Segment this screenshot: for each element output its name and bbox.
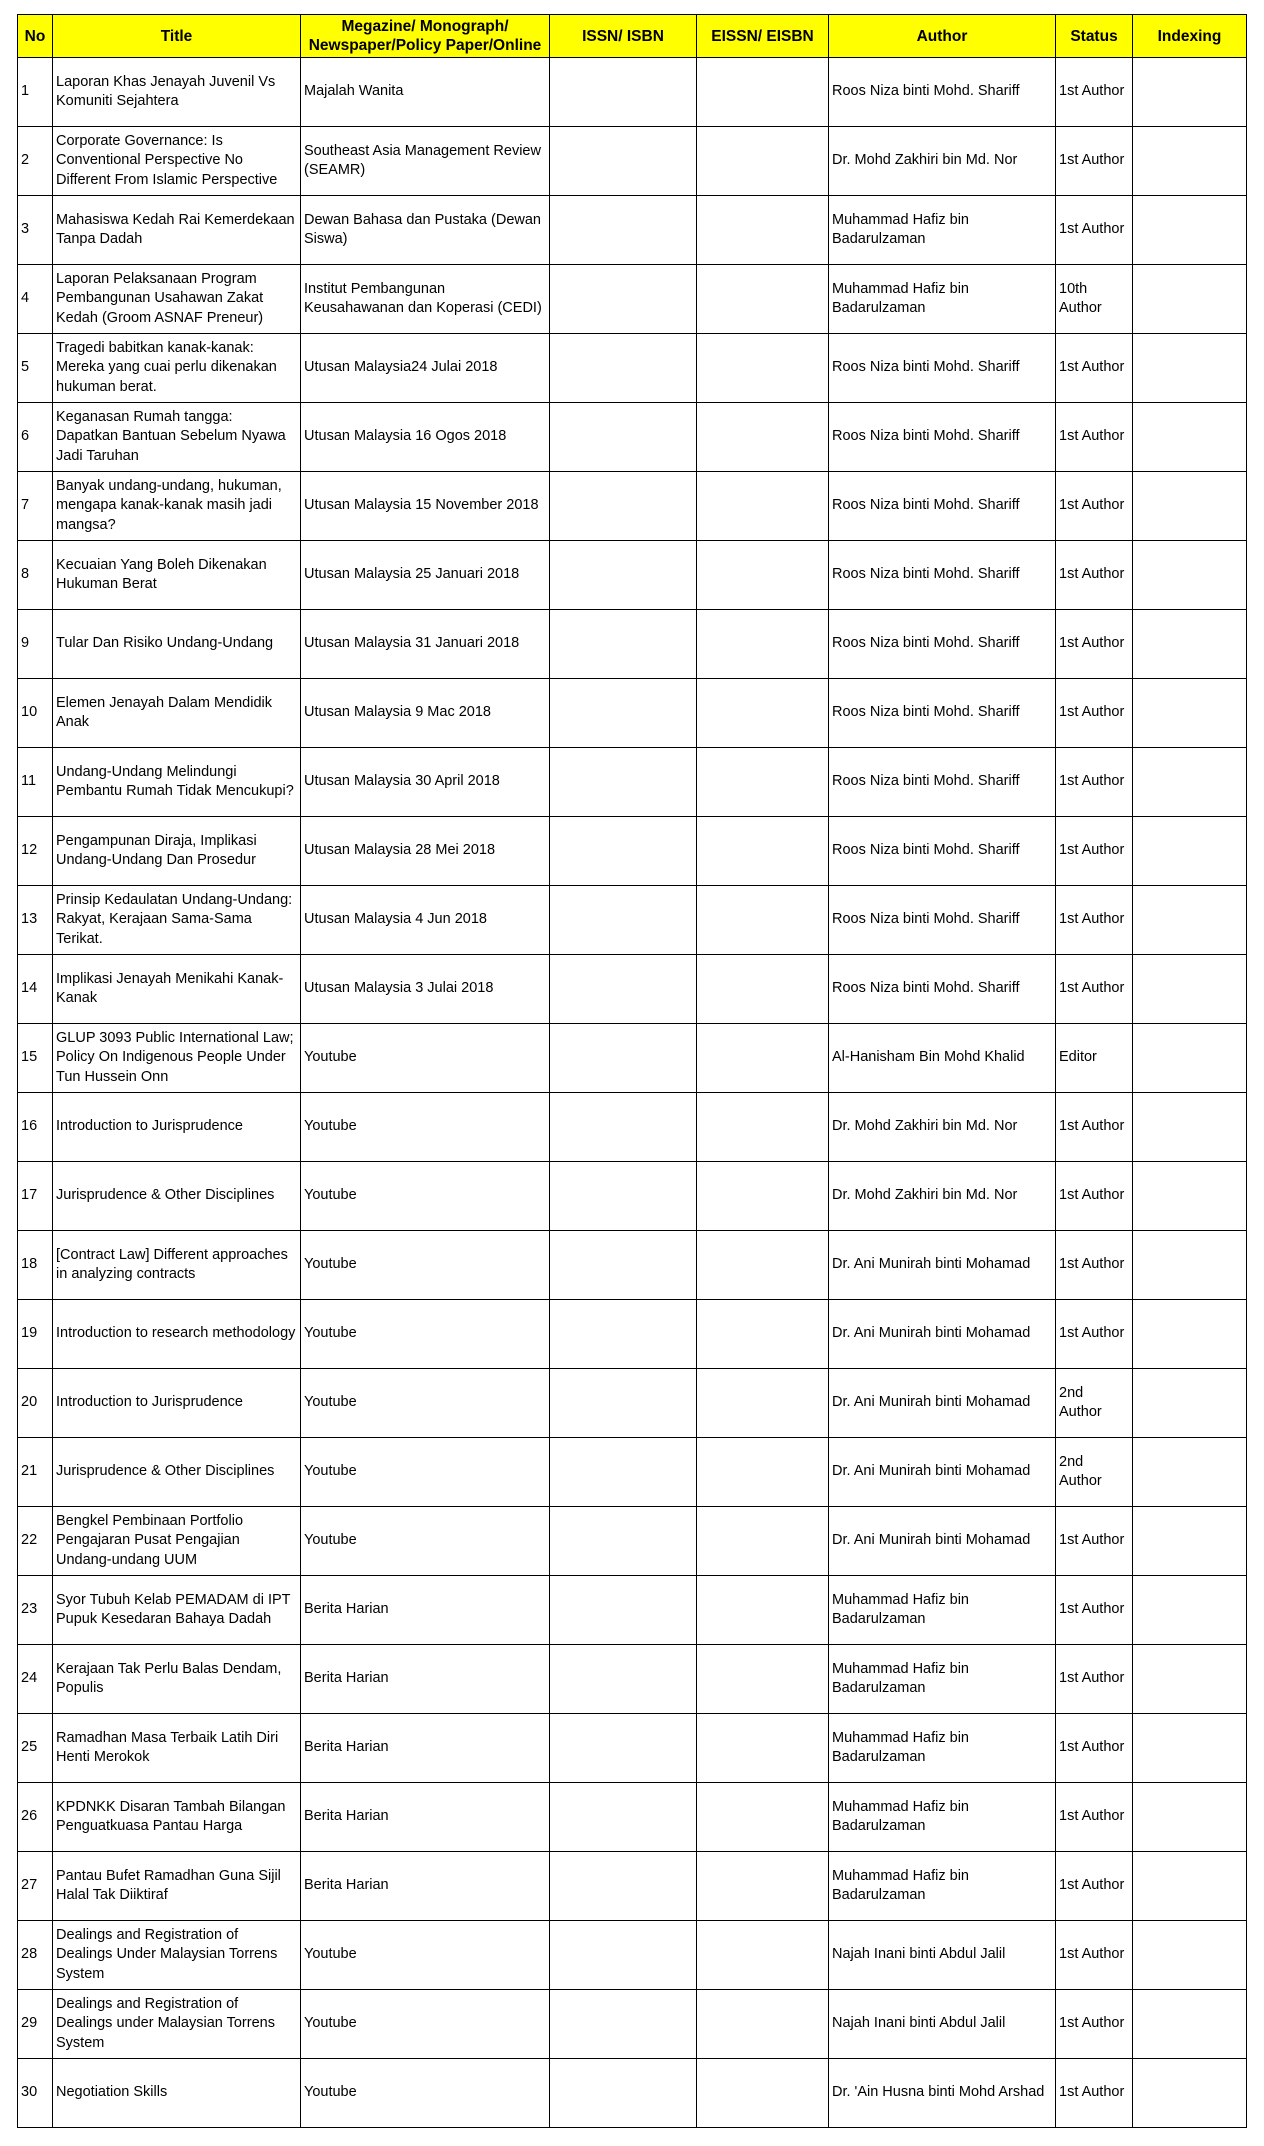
cell-issn	[550, 1024, 697, 1093]
cell-indexing	[1133, 472, 1247, 541]
cell-issn	[550, 1438, 697, 1507]
table-row	[18, 1231, 1247, 1300]
cell-title: GLUP 3093 Public International Law; Policy On Indigenous People Under Tun Hussein Onn	[53, 1024, 301, 1093]
cell-status: 1st Author	[1056, 1783, 1133, 1852]
cell-indexing	[1133, 334, 1247, 403]
cell-title: Banyak undang-undang, hukuman, mengapa kanak-kanak masih jadi mangsa?	[53, 472, 301, 541]
cell-indexing	[1133, 541, 1247, 610]
cell-status: 1st Author	[1056, 1093, 1133, 1162]
table-row	[18, 403, 1247, 472]
cell-eissn	[697, 1231, 829, 1300]
cell-medium: Youtube	[301, 1438, 550, 1507]
cell-indexing	[1133, 1162, 1247, 1231]
table-row	[18, 58, 1247, 127]
cell-medium: Youtube	[301, 2059, 550, 2128]
cell-status: 1st Author	[1056, 58, 1133, 127]
cell-status: 1st Author	[1056, 196, 1133, 265]
cell-title: Prinsip Kedaulatan Undang-Undang: Rakyat, Kerajaan Sama-Sama Terikat.	[53, 886, 301, 955]
cell-indexing	[1133, 265, 1247, 334]
cell-medium: Utusan Malaysia 3 Julai 2018	[301, 955, 550, 1024]
header-row	[18, 15, 1247, 58]
cell-issn	[550, 1576, 697, 1645]
cell-no: 20	[18, 1369, 53, 1438]
table-row	[18, 1369, 1247, 1438]
cell-no: 13	[18, 886, 53, 955]
cell-title: Elemen Jenayah Dalam Mendidik Anak	[53, 679, 301, 748]
table-row	[18, 817, 1247, 886]
cell-status: 1st Author	[1056, 1645, 1133, 1714]
cell-eissn	[697, 1921, 829, 1990]
cell-eissn	[697, 1576, 829, 1645]
cell-medium: Youtube	[301, 1162, 550, 1231]
cell-no: 29	[18, 1990, 53, 2059]
cell-no: 9	[18, 610, 53, 679]
cell-author: Al-Hanisham Bin Mohd Khalid	[829, 1024, 1056, 1093]
cell-issn	[550, 1162, 697, 1231]
cell-no: 17	[18, 1162, 53, 1231]
cell-status: 1st Author	[1056, 610, 1133, 679]
cell-eissn	[697, 472, 829, 541]
cell-status: 2nd Author	[1056, 1369, 1133, 1438]
cell-title: KPDNKK Disaran Tambah Bilangan Penguatkuasa Pantau Harga	[53, 1783, 301, 1852]
cell-indexing	[1133, 748, 1247, 817]
cell-title: Dealings and Registration of Dealings under Malaysian Torrens System	[53, 1990, 301, 2059]
cell-status: 1st Author	[1056, 1162, 1133, 1231]
cell-status: 1st Author	[1056, 472, 1133, 541]
col-header-no: No	[18, 15, 53, 58]
cell-indexing	[1133, 1231, 1247, 1300]
cell-eissn	[697, 1369, 829, 1438]
cell-issn	[550, 1300, 697, 1369]
cell-eissn	[697, 748, 829, 817]
cell-title: Implikasi Jenayah Menikahi Kanak-Kanak	[53, 955, 301, 1024]
col-header-title: Title	[53, 15, 301, 58]
cell-author: Muhammad Hafiz bin Badarulzaman	[829, 1576, 1056, 1645]
cell-indexing	[1133, 955, 1247, 1024]
cell-eissn	[697, 403, 829, 472]
table-row	[18, 472, 1247, 541]
cell-no: 24	[18, 1645, 53, 1714]
cell-title: Introduction to research methodology	[53, 1300, 301, 1369]
cell-indexing	[1133, 1990, 1247, 2059]
cell-issn	[550, 472, 697, 541]
cell-issn	[550, 1645, 697, 1714]
table-row	[18, 955, 1247, 1024]
cell-author: Roos Niza binti Mohd. Shariff	[829, 403, 1056, 472]
cell-no: 7	[18, 472, 53, 541]
cell-eissn	[697, 817, 829, 886]
cell-issn	[550, 1507, 697, 1576]
cell-eissn	[697, 127, 829, 196]
table-row	[18, 610, 1247, 679]
cell-eissn	[697, 196, 829, 265]
cell-medium: Utusan Malaysia 30 April 2018	[301, 748, 550, 817]
cell-medium: Southeast Asia Management Review (SEAMR)	[301, 127, 550, 196]
cell-medium: Berita Harian	[301, 1852, 550, 1921]
cell-author: Najah Inani binti Abdul Jalil	[829, 1921, 1056, 1990]
cell-indexing	[1133, 127, 1247, 196]
table-row	[18, 1162, 1247, 1231]
cell-eissn	[697, 610, 829, 679]
cell-author: Roos Niza binti Mohd. Shariff	[829, 886, 1056, 955]
cell-no: 6	[18, 403, 53, 472]
cell-indexing	[1133, 196, 1247, 265]
cell-author: Dr. Mohd Zakhiri bin Md. Nor	[829, 127, 1056, 196]
cell-status: 1st Author	[1056, 541, 1133, 610]
cell-issn	[550, 1369, 697, 1438]
cell-issn	[550, 196, 697, 265]
cell-no: 10	[18, 679, 53, 748]
table-row	[18, 1300, 1247, 1369]
cell-author: Roos Niza binti Mohd. Shariff	[829, 955, 1056, 1024]
table-row	[18, 265, 1247, 334]
cell-eissn	[697, 1300, 829, 1369]
table-row	[18, 541, 1247, 610]
cell-author: Najah Inani binti Abdul Jalil	[829, 1990, 1056, 2059]
cell-eissn	[697, 1093, 829, 1162]
cell-status: 1st Author	[1056, 1507, 1133, 1576]
cell-eissn	[697, 1024, 829, 1093]
cell-medium: Majalah Wanita	[301, 58, 550, 127]
cell-author: Dr. Ani Munirah binti Mohamad	[829, 1369, 1056, 1438]
cell-medium: Youtube	[301, 1369, 550, 1438]
cell-indexing	[1133, 1024, 1247, 1093]
cell-status: 1st Author	[1056, 334, 1133, 403]
table-row	[18, 1852, 1247, 1921]
cell-no: 26	[18, 1783, 53, 1852]
cell-status: 1st Author	[1056, 1231, 1133, 1300]
cell-no: 27	[18, 1852, 53, 1921]
cell-title: Keganasan Rumah tangga: Dapatkan Bantuan Sebelum Nyawa Jadi Taruhan	[53, 403, 301, 472]
cell-status: 1st Author	[1056, 1921, 1133, 1990]
cell-author: Roos Niza binti Mohd. Shariff	[829, 334, 1056, 403]
cell-eissn	[697, 1714, 829, 1783]
cell-issn	[550, 1714, 697, 1783]
cell-issn	[550, 1921, 697, 1990]
cell-author: Roos Niza binti Mohd. Shariff	[829, 610, 1056, 679]
cell-status: 10th Author	[1056, 265, 1133, 334]
cell-no: 30	[18, 2059, 53, 2128]
cell-eissn	[697, 1852, 829, 1921]
cell-no: 22	[18, 1507, 53, 1576]
table-row	[18, 679, 1247, 748]
cell-status: 2nd Author	[1056, 1438, 1133, 1507]
cell-issn	[550, 58, 697, 127]
cell-issn	[550, 886, 697, 955]
cell-issn	[550, 265, 697, 334]
cell-status: 1st Author	[1056, 748, 1133, 817]
cell-no: 23	[18, 1576, 53, 1645]
cell-title: Undang-Undang Melindungi Pembantu Rumah Tidak Mencukupi?	[53, 748, 301, 817]
cell-no: 1	[18, 58, 53, 127]
cell-author: Roos Niza binti Mohd. Shariff	[829, 679, 1056, 748]
cell-issn	[550, 334, 697, 403]
cell-author: Roos Niza binti Mohd. Shariff	[829, 748, 1056, 817]
cell-author: Dr. 'Ain Husna binti Mohd Arshad	[829, 2059, 1056, 2128]
cell-title: Jurisprudence & Other Disciplines	[53, 1162, 301, 1231]
cell-status: 1st Author	[1056, 1852, 1133, 1921]
cell-eissn	[697, 2059, 829, 2128]
cell-eissn	[697, 886, 829, 955]
cell-author: Muhammad Hafiz bin Badarulzaman	[829, 1783, 1056, 1852]
cell-status: 1st Author	[1056, 1990, 1133, 2059]
cell-status: Editor	[1056, 1024, 1133, 1093]
cell-status: 1st Author	[1056, 127, 1133, 196]
cell-no: 5	[18, 334, 53, 403]
cell-indexing	[1133, 1921, 1247, 1990]
cell-eissn	[697, 58, 829, 127]
cell-title: Laporan Pelaksanaan Program Pembangunan Usahawan Zakat Kedah (Groom ASNAF Preneur)	[53, 265, 301, 334]
cell-indexing	[1133, 610, 1247, 679]
cell-medium: Berita Harian	[301, 1783, 550, 1852]
cell-indexing	[1133, 1783, 1247, 1852]
cell-issn	[550, 403, 697, 472]
cell-issn	[550, 1783, 697, 1852]
cell-status: 1st Author	[1056, 817, 1133, 886]
cell-medium: Utusan Malaysia 25 Januari 2018	[301, 541, 550, 610]
cell-author: Roos Niza binti Mohd. Shariff	[829, 541, 1056, 610]
cell-eissn	[697, 1162, 829, 1231]
cell-issn	[550, 2059, 697, 2128]
cell-no: 15	[18, 1024, 53, 1093]
cell-author: Roos Niza binti Mohd. Shariff	[829, 817, 1056, 886]
cell-title: Kecuaian Yang Boleh Dikenakan Hukuman Berat	[53, 541, 301, 610]
col-header-medium: Megazine/ Monograph/ Newspaper/Policy Paper/Online	[301, 15, 550, 58]
cell-title: Jurisprudence & Other Disciplines	[53, 1438, 301, 1507]
cell-no: 19	[18, 1300, 53, 1369]
cell-author: Muhammad Hafiz bin Badarulzaman	[829, 1645, 1056, 1714]
cell-indexing	[1133, 1093, 1247, 1162]
cell-title: Introduction to Jurisprudence	[53, 1369, 301, 1438]
cell-issn	[550, 1093, 697, 1162]
cell-medium: Utusan Malaysia 16 Ogos 2018	[301, 403, 550, 472]
cell-medium: Youtube	[301, 1231, 550, 1300]
cell-medium: Berita Harian	[301, 1714, 550, 1783]
cell-no: 28	[18, 1921, 53, 1990]
cell-medium: Youtube	[301, 1507, 550, 1576]
cell-indexing	[1133, 886, 1247, 955]
cell-medium: Youtube	[301, 1024, 550, 1093]
publication-table	[17, 14, 1247, 2128]
cell-eissn	[697, 541, 829, 610]
table-row	[18, 1990, 1247, 2059]
cell-indexing	[1133, 1438, 1247, 1507]
cell-medium: Youtube	[301, 1921, 550, 1990]
cell-eissn	[697, 955, 829, 1024]
cell-issn	[550, 127, 697, 196]
cell-no: 25	[18, 1714, 53, 1783]
cell-eissn	[697, 1645, 829, 1714]
cell-title: Bengkel Pembinaan Portfolio Pengajaran Pusat Pengajian Undang-undang UUM	[53, 1507, 301, 1576]
table-row	[18, 196, 1247, 265]
cell-eissn	[697, 1990, 829, 2059]
cell-medium: Berita Harian	[301, 1645, 550, 1714]
cell-eissn	[697, 1438, 829, 1507]
cell-medium: Berita Harian	[301, 1576, 550, 1645]
cell-title: [Contract Law] Different approaches in analyzing contracts	[53, 1231, 301, 1300]
table-row	[18, 334, 1247, 403]
col-header-indexing: Indexing	[1133, 15, 1247, 58]
cell-issn	[550, 610, 697, 679]
col-header-eissn: EISSN/ EISBN	[697, 15, 829, 58]
cell-title: Laporan Khas Jenayah Juvenil Vs Komuniti Sejahtera	[53, 58, 301, 127]
cell-eissn	[697, 1783, 829, 1852]
cell-medium: Institut Pembangunan Keusahawanan dan Koperasi (CEDI)	[301, 265, 550, 334]
cell-status: 1st Author	[1056, 1714, 1133, 1783]
cell-no: 8	[18, 541, 53, 610]
cell-medium: Utusan Malaysia24 Julai 2018	[301, 334, 550, 403]
cell-no: 11	[18, 748, 53, 817]
table-row	[18, 886, 1247, 955]
col-header-status: Status	[1056, 15, 1133, 58]
cell-eissn	[697, 1507, 829, 1576]
cell-issn	[550, 1990, 697, 2059]
cell-status: 1st Author	[1056, 2059, 1133, 2128]
table-row	[18, 748, 1247, 817]
cell-author: Dr. Ani Munirah binti Mohamad	[829, 1231, 1056, 1300]
cell-eissn	[697, 334, 829, 403]
cell-title: Pengampunan Diraja, Implikasi Undang-Undang Dan Prosedur	[53, 817, 301, 886]
cell-title: Tragedi babitkan kanak-kanak: Mereka yang cuai perlu dikenakan hukuman berat.	[53, 334, 301, 403]
col-header-author: Author	[829, 15, 1056, 58]
table-row	[18, 1921, 1247, 1990]
cell-eissn	[697, 265, 829, 334]
cell-status: 1st Author	[1056, 955, 1133, 1024]
cell-status: 1st Author	[1056, 679, 1133, 748]
cell-no: 18	[18, 1231, 53, 1300]
cell-author: Dr. Ani Munirah binti Mohamad	[829, 1438, 1056, 1507]
cell-medium: Dewan Bahasa dan Pustaka (Dewan Siswa)	[301, 196, 550, 265]
cell-status: 1st Author	[1056, 886, 1133, 955]
table-row	[18, 1714, 1247, 1783]
cell-author: Dr. Mohd Zakhiri bin Md. Nor	[829, 1093, 1056, 1162]
table-row	[18, 1438, 1247, 1507]
cell-issn	[550, 817, 697, 886]
cell-indexing	[1133, 403, 1247, 472]
cell-medium: Utusan Malaysia 28 Mei 2018	[301, 817, 550, 886]
cell-author: Muhammad Hafiz bin Badarulzaman	[829, 265, 1056, 334]
cell-indexing	[1133, 679, 1247, 748]
cell-indexing	[1133, 1300, 1247, 1369]
cell-issn	[550, 1231, 697, 1300]
table-row	[18, 1024, 1247, 1093]
cell-title: Syor Tubuh Kelab PEMADAM di IPT Pupuk Kesedaran Bahaya Dadah	[53, 1576, 301, 1645]
cell-no: 2	[18, 127, 53, 196]
cell-medium: Youtube	[301, 1300, 550, 1369]
cell-title: Corporate Governance: Is Conventional Perspective No Different From Islamic Perspective	[53, 127, 301, 196]
cell-title: Kerajaan Tak Perlu Balas Dendam, Populis	[53, 1645, 301, 1714]
table-row	[18, 1507, 1247, 1576]
cell-eissn	[697, 679, 829, 748]
cell-author: Dr. Ani Munirah binti Mohamad	[829, 1507, 1056, 1576]
col-header-issn: ISSN/ ISBN	[550, 15, 697, 58]
cell-no: 16	[18, 1093, 53, 1162]
table-row	[18, 1093, 1247, 1162]
table-row	[18, 1783, 1247, 1852]
table-row	[18, 2059, 1247, 2128]
cell-indexing	[1133, 2059, 1247, 2128]
cell-indexing	[1133, 1576, 1247, 1645]
cell-medium: Youtube	[301, 1990, 550, 2059]
cell-title: Pantau Bufet Ramadhan Guna Sijil Halal Tak Diiktiraf	[53, 1852, 301, 1921]
cell-status: 1st Author	[1056, 1300, 1133, 1369]
cell-indexing	[1133, 1714, 1247, 1783]
cell-indexing	[1133, 1645, 1247, 1714]
cell-title: Dealings and Registration of Dealings Under Malaysian Torrens System	[53, 1921, 301, 1990]
cell-issn	[550, 679, 697, 748]
cell-title: Mahasiswa Kedah Rai Kemerdekaan Tanpa Dadah	[53, 196, 301, 265]
cell-medium: Utusan Malaysia 15 November 2018	[301, 472, 550, 541]
cell-indexing	[1133, 1369, 1247, 1438]
cell-no: 21	[18, 1438, 53, 1507]
cell-indexing	[1133, 1852, 1247, 1921]
cell-author: Dr. Ani Munirah binti Mohamad	[829, 1300, 1056, 1369]
cell-author: Dr. Mohd Zakhiri bin Md. Nor	[829, 1162, 1056, 1231]
cell-author: Muhammad Hafiz bin Badarulzaman	[829, 1852, 1056, 1921]
cell-no: 4	[18, 265, 53, 334]
cell-medium: Utusan Malaysia 31 Januari 2018	[301, 610, 550, 679]
cell-indexing	[1133, 58, 1247, 127]
cell-indexing	[1133, 1507, 1247, 1576]
cell-status: 1st Author	[1056, 403, 1133, 472]
table-row	[18, 127, 1247, 196]
cell-author: Roos Niza binti Mohd. Shariff	[829, 472, 1056, 541]
cell-medium: Utusan Malaysia 9 Mac 2018	[301, 679, 550, 748]
cell-title: Negotiation Skills	[53, 2059, 301, 2128]
cell-status: 1st Author	[1056, 1576, 1133, 1645]
cell-title: Introduction to Jurisprudence	[53, 1093, 301, 1162]
cell-issn	[550, 541, 697, 610]
cell-no: 14	[18, 955, 53, 1024]
cell-issn	[550, 955, 697, 1024]
cell-title: Tular Dan Risiko Undang-Undang	[53, 610, 301, 679]
table-row	[18, 1645, 1247, 1714]
cell-indexing	[1133, 817, 1247, 886]
cell-title: Ramadhan Masa Terbaik Latih Diri Henti Merokok	[53, 1714, 301, 1783]
cell-author: Muhammad Hafiz bin Badarulzaman	[829, 1714, 1056, 1783]
cell-author: Roos Niza binti Mohd. Shariff	[829, 58, 1056, 127]
cell-author: Muhammad Hafiz bin Badarulzaman	[829, 196, 1056, 265]
cell-medium: Utusan Malaysia 4 Jun 2018	[301, 886, 550, 955]
cell-issn	[550, 1852, 697, 1921]
cell-issn	[550, 748, 697, 817]
cell-no: 3	[18, 196, 53, 265]
cell-no: 12	[18, 817, 53, 886]
table-row	[18, 1576, 1247, 1645]
cell-medium: Youtube	[301, 1093, 550, 1162]
